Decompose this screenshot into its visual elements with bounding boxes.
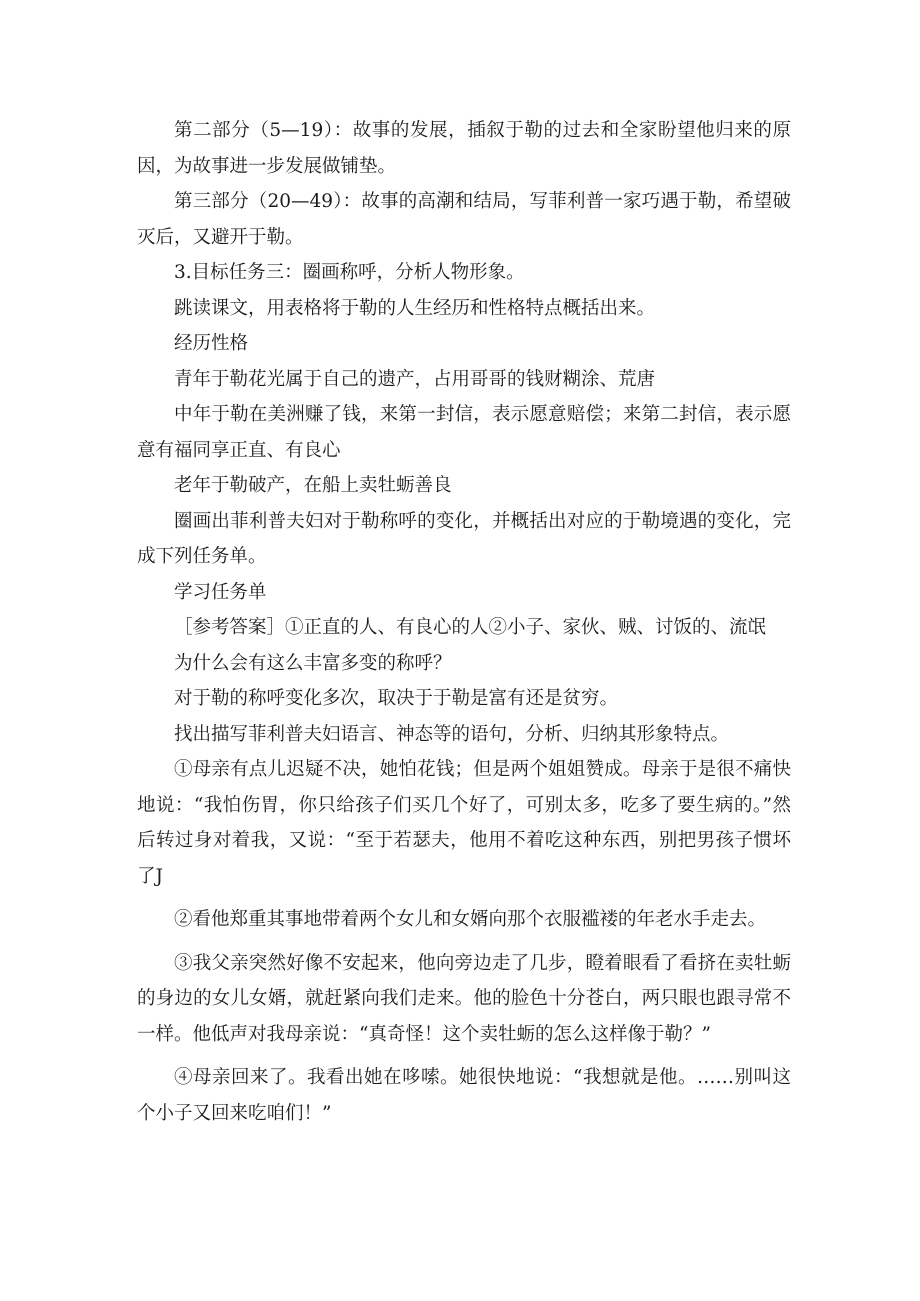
document-body [137,113,791,1131]
paragraph-task-sheet: 学习任务单 [174,581,267,603]
paragraph-circle-instruction: 圈画出菲利普夫妇对于勒称呼的变化，并概括出对应的于勒境遇的变化，完成下列任务单。 [137,510,791,567]
paragraph-skim-instruction: 跳读课文，用表格将于勒的人生经历和性格特点概括出来。 [174,297,656,319]
paragraph-quote-2: ②看他郑重其事地带着两个女儿和女婿向那个衣服褴褛的年老水手走去。 [174,909,767,930]
paragraph-middle-age: 中年于勒在美洲赚了钱，来第一封信，表示愿意赔偿；来第二封信，表示愿意有福同享正直、有良心 [137,404,791,461]
paragraph-reference-answer: ［参考答案］①正直的人、有良心的人②小子、家伙、贼、讨饭的、流氓 [174,617,767,638]
paragraph-youth: 青年于勒花光属于自己的遗产，占用哥哥的钱财糊涂、荒唐 [174,368,656,390]
paragraph-task-three: 3.目标任务三：圈画称呼，分析人物形象。 [174,262,525,283]
paragraph-table-header: 经历性格 [174,333,249,354]
paragraph-quote-3: ③我父亲突然好像不安起来，他向旁边走了几步，瞪着眼看了看挤在卖牡蛎的身边的女儿女婿，就赶紧向我们走来。他的脸色十分苍白，两只眼也跟寻常不一样。他低声对我母亲说：“真奇怪！这个卖牡蛎的怎么这样像于勒？” [137,952,791,1045]
paragraph-find-instruction: 找出描写菲利普夫妇语言、神态等的语句，分析、归纳其形象特点。 [174,723,730,745]
paragraph-question: 为什么会有这么丰富多变的称呼？ [174,652,452,674]
paragraph-quote-1: ①母亲有点儿迟疑不决，她怕花钱；但是两个姐姐赞成。母亲于是很不痛快地说：“我怕伤胃，你只给孩子们买几个好了，可别太多，吃多了要生病的。”然后转过身对着我，又说：“至于若瑟夫，他用不着吃这种东西，别把男孩子惯坏了J [137,759,791,887]
paragraph-part-three: 第三部分（20—49）：故事的高潮和结局，写菲利普一家巧遇于勒，希望破灭后，又避开于勒。 [137,191,791,248]
paragraph-quote-4: ④母亲回来了。我看出她在哆嗦。她很快地说：“我想就是他。……别叫这个小子又回来吃咱们！” [137,1067,791,1124]
paragraph-old-age: 老年于勒破产，在船上卖牡蛎善良 [174,475,452,496]
paragraph-answer: 对于勒的称呼变化多次，取决于于勒是富有还是贫穷。 [174,688,619,709]
paragraph-part-two: 第二部分（5—19）：故事的发展，插叙于勒的过去和全家盼望他归来的原因，为故事进一步发展做铺垫。 [137,120,791,177]
